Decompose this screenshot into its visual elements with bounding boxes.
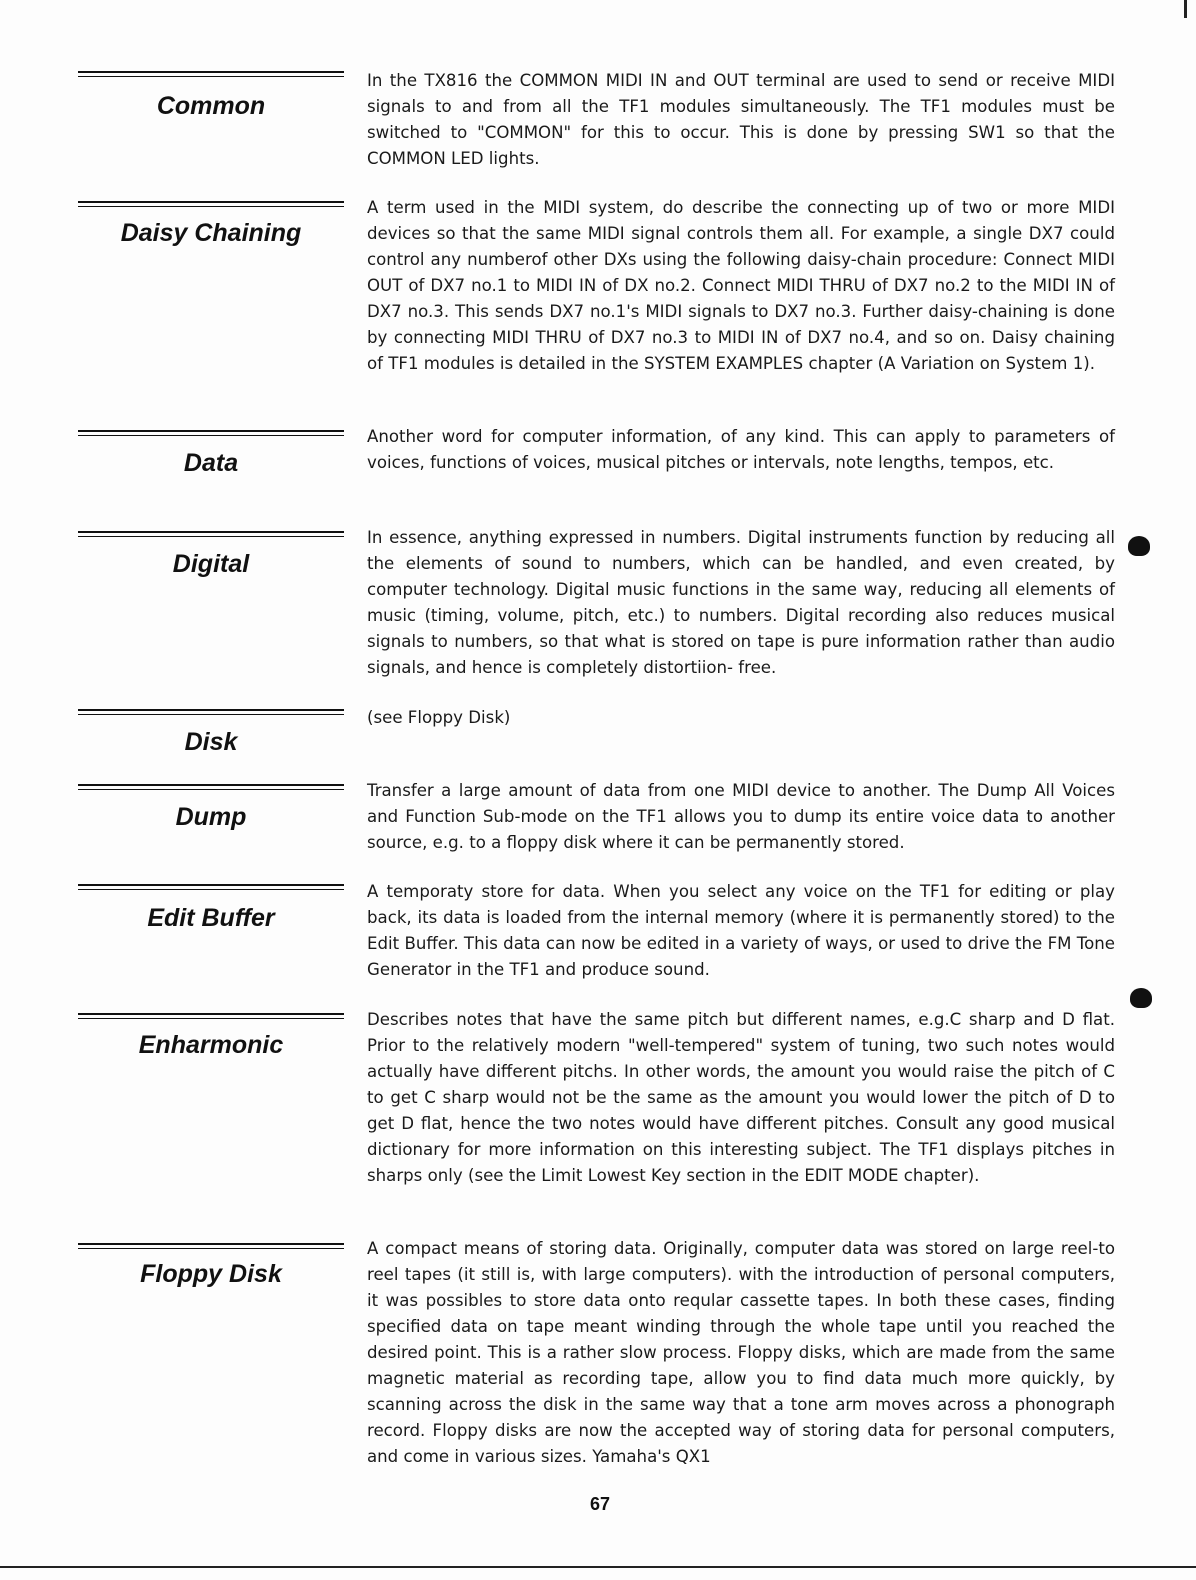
entry-definition: A term used in the MIDI system, do describe the connecting up of two or more MIDI devices so that the same MIDI signal controls them all. For example, a single DX7 could control any numberof other DXs using the following daisy-chain procedure: Connect MIDI OUT of DX7 no.1 to MIDI IN of DX no.2. Connect MIDI THRU of DX7 no.2 to the MIDI IN of DX7 no.3. This sends DX7 no.1's MIDI signals to DX7 no.3. Further daisy-chaining is done by connecting MIDI THRU of DX7 no.3 to MIDI IN of DX7 no.4, and so on. Daisy chaining of TF1 modules is detailed in the SYSTEM EXAMPLES chapter (A Variation on System 1).: [367, 198, 1115, 373]
entry-rule: [78, 1248, 344, 1249]
entry-term: Dump: [175, 803, 247, 831]
entry-term: Data: [183, 449, 239, 477]
entry-rule: [78, 430, 344, 432]
entry-rule: [78, 76, 344, 77]
entry-term: Daisy Chaining: [120, 219, 302, 247]
entry-rule: [78, 1243, 344, 1245]
entry-term: Digital: [172, 550, 250, 578]
binder-hole-mark: [1130, 988, 1152, 1008]
entry-definition: (see Floppy Disk): [367, 708, 511, 727]
entry-rule: [78, 884, 344, 886]
entry-definition: Another word for computer information, of any kind. This can apply to parameters of voices, functions of voices, musical pitches or intervals, note lengths, tempos, etc.: [367, 427, 1115, 472]
entry-rule: [78, 536, 344, 537]
page-number: 67: [589, 1494, 611, 1514]
entry-term: Edit Buffer: [147, 904, 275, 932]
entry-rule: [78, 206, 344, 207]
entry-definition: A temporaty store for data. When you select any voice on the TF1 for editing or play back, its data is loaded from the internal memory (where it is permanently stored) to the Edit Buffer. This data can now be edited in a variety of ways, or used to drive the FM Tone Generator in the TF1 and produce sound.: [367, 882, 1115, 979]
entry-rule: [78, 889, 344, 890]
entry-definition: A compact means of storing data. Originally, computer data was stored on large reel-to reel tapes (it still is, with large computers). with the introduction of personal computers, it was possibles to store data onto reqular cassette tapes. In both these cases, finding specified data on tape meant winding through the whole tape until you reached the desired point. This is a rather slow process. Floppy disks, which are made from the same magnetic material as recording tape, allow you to find data much more quickly, by scanning across the disk in the same way that a tone arm moves across a phonograph record. Floppy disks are now the accepted way of storing data for personal computers, and come in various sizes. Yamaha's QX1: [367, 1239, 1115, 1466]
entry-term: Common: [156, 92, 266, 120]
entry-definition: Transfer a large amount of data from one MIDI device to another. The Dump All Voices and Function Sub-mode on the TF1 allows you to dump its entire voice data to another source, e.g. to a floppy disk where it can be permanently stored.: [367, 781, 1115, 852]
entry-rule: [78, 531, 344, 533]
entry-term: Floppy Disk: [140, 1260, 282, 1288]
page-bottom-edge: [0, 1566, 1196, 1568]
page-corner-mark: [1184, 0, 1187, 18]
entry-rule: [78, 201, 344, 203]
entry-rule: [78, 435, 344, 436]
entry-definition: Describes notes that have the same pitch but different names, e.g.C sharp and D flat. Prior to the relatively modern "well-tempered" system of tuning, two such notes would actually have different pitchs. In other words, the amount you would raise the pitch of C to get C sharp would not be the same as the amount you would lower the pitch of D to get D flat, hence the two notes would have different pitches. Consult any good musical dictionary for more information on this interesting subject. The TF1 displays pitches in sharps only (see the Limit Lowest Key section in the EDIT MODE chapter).: [367, 1010, 1115, 1185]
entry-definition: In essence, anything expressed in numbers. Digital instruments function by reducing all the elements of sound to numbers, which can be handled, and even created, by computer technology. Digital music functions in the same way, reducing all elements of music (timing, volume, pitch, etc.) to numbers. Digital recording also reduces musical signals to numbers, so that what is stored on tape is pure information rather than audio signals, and hence is completely distortiion- free.: [367, 528, 1115, 677]
entry-rule: [78, 1018, 344, 1019]
binder-hole-mark: [1128, 536, 1150, 556]
entry-term: Disk: [184, 728, 238, 756]
entry-term: Enharmonic: [138, 1031, 284, 1059]
entry-rule: [78, 789, 344, 790]
entry-rule: [78, 714, 344, 715]
entry-rule: [78, 709, 344, 711]
entry-rule: [78, 784, 344, 786]
entry-rule: [78, 71, 344, 73]
entry-definition: In the TX816 the COMMON MIDI IN and OUT terminal are used to send or receive MIDI signals to and from all the TF1 modules simultaneously. The TF1 modules must be switched to "COMMON" for this to occur. This is done by pressing SW1 so that the COMMON LED lights.: [367, 71, 1115, 168]
entry-rule: [78, 1013, 344, 1015]
